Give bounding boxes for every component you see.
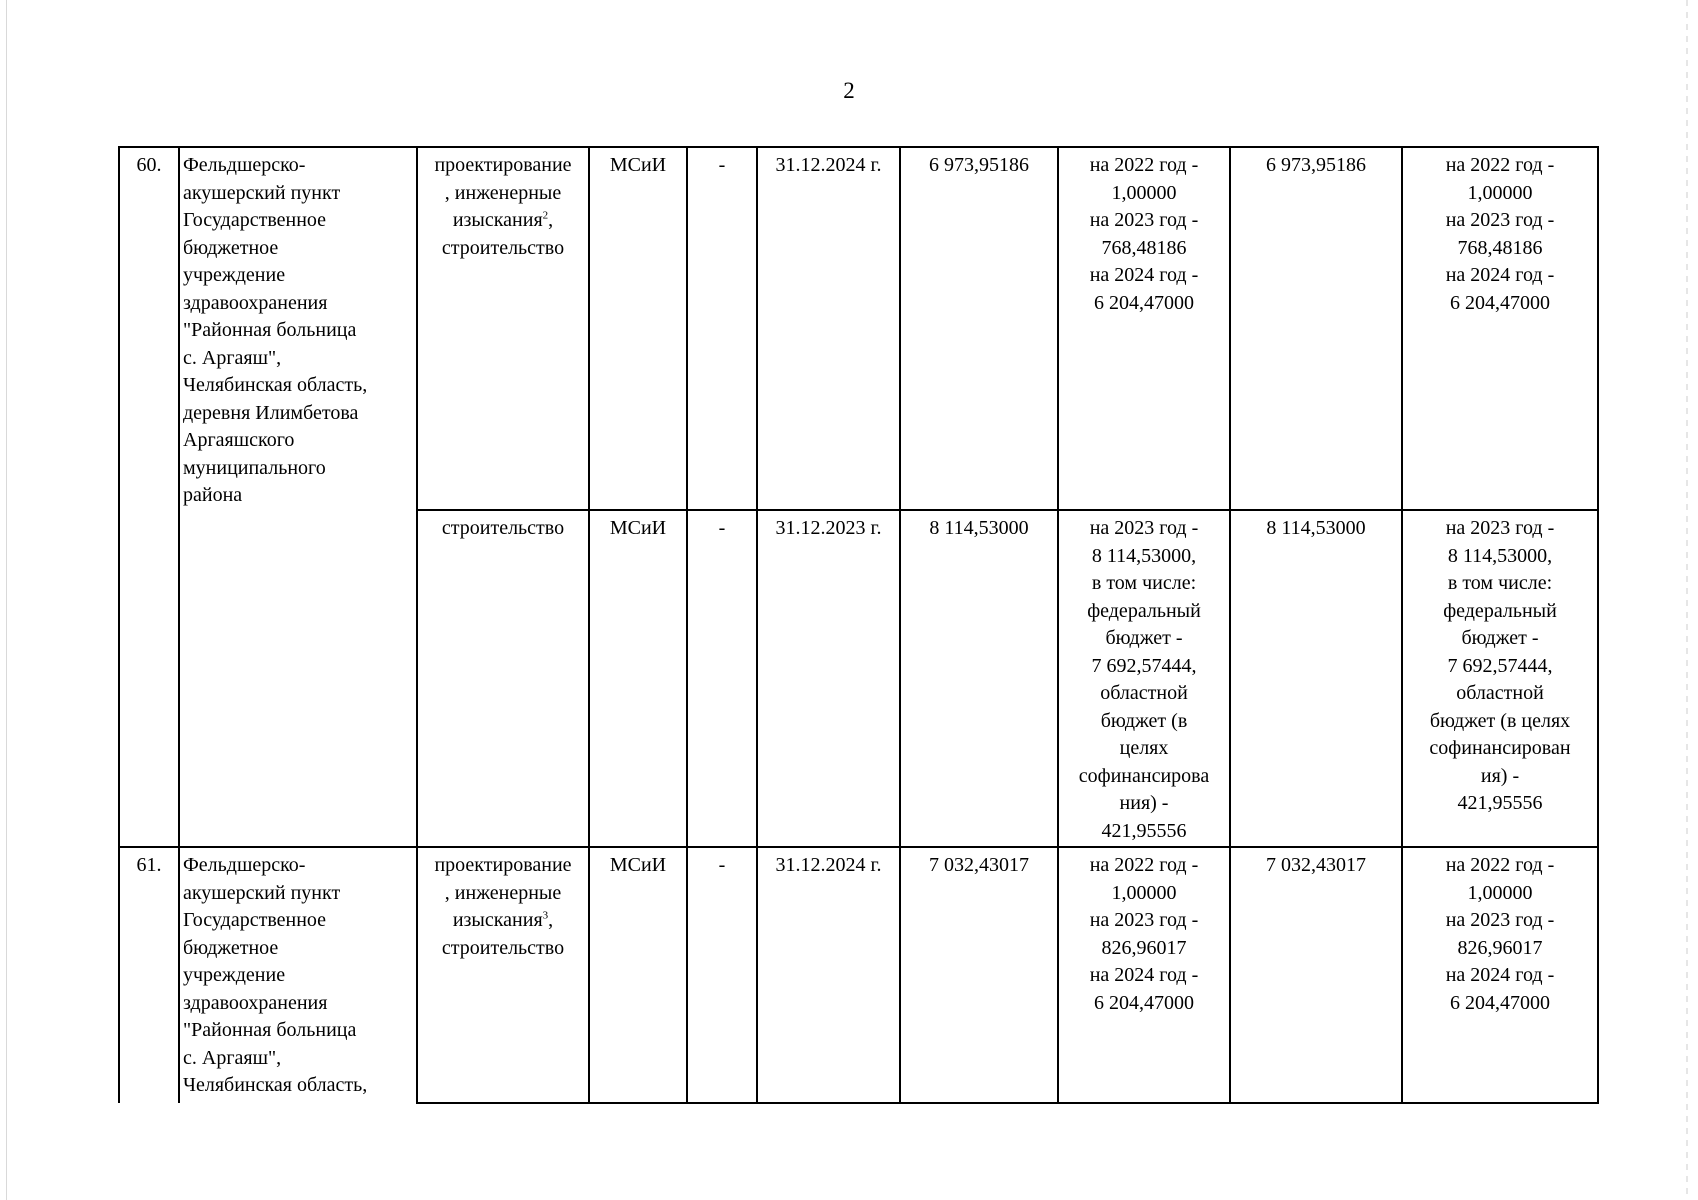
table-row — [119, 847, 1598, 1103]
dash-cell: - — [687, 847, 757, 1103]
row-number: 60. — [119, 147, 179, 847]
work-type-text: проектирование , инженерные изыскания — [434, 154, 572, 231]
yearly-allocation-2: на 2022 год - 1,00000 на 2023 год - 768,48186 на 2024 год - 6 204,47000 — [1402, 147, 1598, 510]
work-type-text: проектирование , инженерные изыскания — [434, 854, 572, 931]
estimated-cost-2: 8 114,53000 — [1230, 510, 1402, 847]
deadline: 31.12.2024 г. — [757, 147, 900, 510]
yearly-allocation-2: на 2023 год - 8 114,53000, в том числе: федеральный бюджет - 7 692,57444, областной бюджет (в целях софинансирован ия) - 421,95556 — [1402, 510, 1598, 847]
work-type-tail: , строительство — [441, 909, 565, 959]
deadline: 31.12.2023 г. — [757, 510, 900, 847]
objects-table — [118, 146, 1599, 1104]
dash-cell: - — [687, 510, 757, 847]
page-number: 2 — [843, 78, 855, 103]
work-type — [417, 147, 589, 510]
footnote-mark: 2 — [542, 209, 549, 222]
object-name: Фельдшерско- акушерский пункт Государственное бюджетное учреждение здравоохранения "Районная больница с. Аргаяш", Челябинская область, деревня Илимбетова Аргаяшского муниципального района — [179, 147, 417, 847]
work-type — [417, 847, 589, 1103]
work-type: строительство — [417, 510, 589, 847]
row-number: 61. — [119, 847, 179, 1103]
customer: МСиИ — [589, 147, 687, 510]
object-name: Фельдшерско- акушерский пункт Государственное бюджетное учреждение здравоохранения "Районная больница с. Аргаяш", Челябинская область, — [179, 847, 417, 1103]
estimated-cost: 6 973,95186 — [900, 147, 1058, 510]
yearly-allocation: на 2023 год - 8 114,53000, в том числе: федеральный бюджет - 7 692,57444, областной бюджет (в целях софинансирова ния) - 421,95556 — [1058, 510, 1230, 847]
dash-cell: - — [687, 147, 757, 510]
customer: МСиИ — [589, 847, 687, 1103]
scan-edge-left — [6, 0, 7, 1200]
yearly-allocation: на 2022 год - 1,00000 на 2023 год - 826,96017 на 2024 год - 6 204,47000 — [1058, 847, 1230, 1103]
estimated-cost: 8 114,53000 — [900, 510, 1058, 847]
work-type-tail: , строительство — [441, 209, 565, 259]
yearly-allocation-2: на 2022 год - 1,00000 на 2023 год - 826,96017 на 2024 год - 6 204,47000 — [1402, 847, 1598, 1103]
yearly-allocation: на 2022 год - 1,00000 на 2023 год - 768,48186 на 2024 год - 6 204,47000 — [1058, 147, 1230, 510]
customer: МСиИ — [589, 510, 687, 847]
scan-edge-right — [1686, 0, 1688, 1200]
estimated-cost-2: 7 032,43017 — [1230, 847, 1402, 1103]
table-row — [119, 147, 1598, 510]
estimated-cost: 7 032,43017 — [900, 847, 1058, 1103]
deadline: 31.12.2024 г. — [757, 847, 900, 1103]
estimated-cost-2: 6 973,95186 — [1230, 147, 1402, 510]
footnote-mark: 3 — [542, 909, 549, 922]
